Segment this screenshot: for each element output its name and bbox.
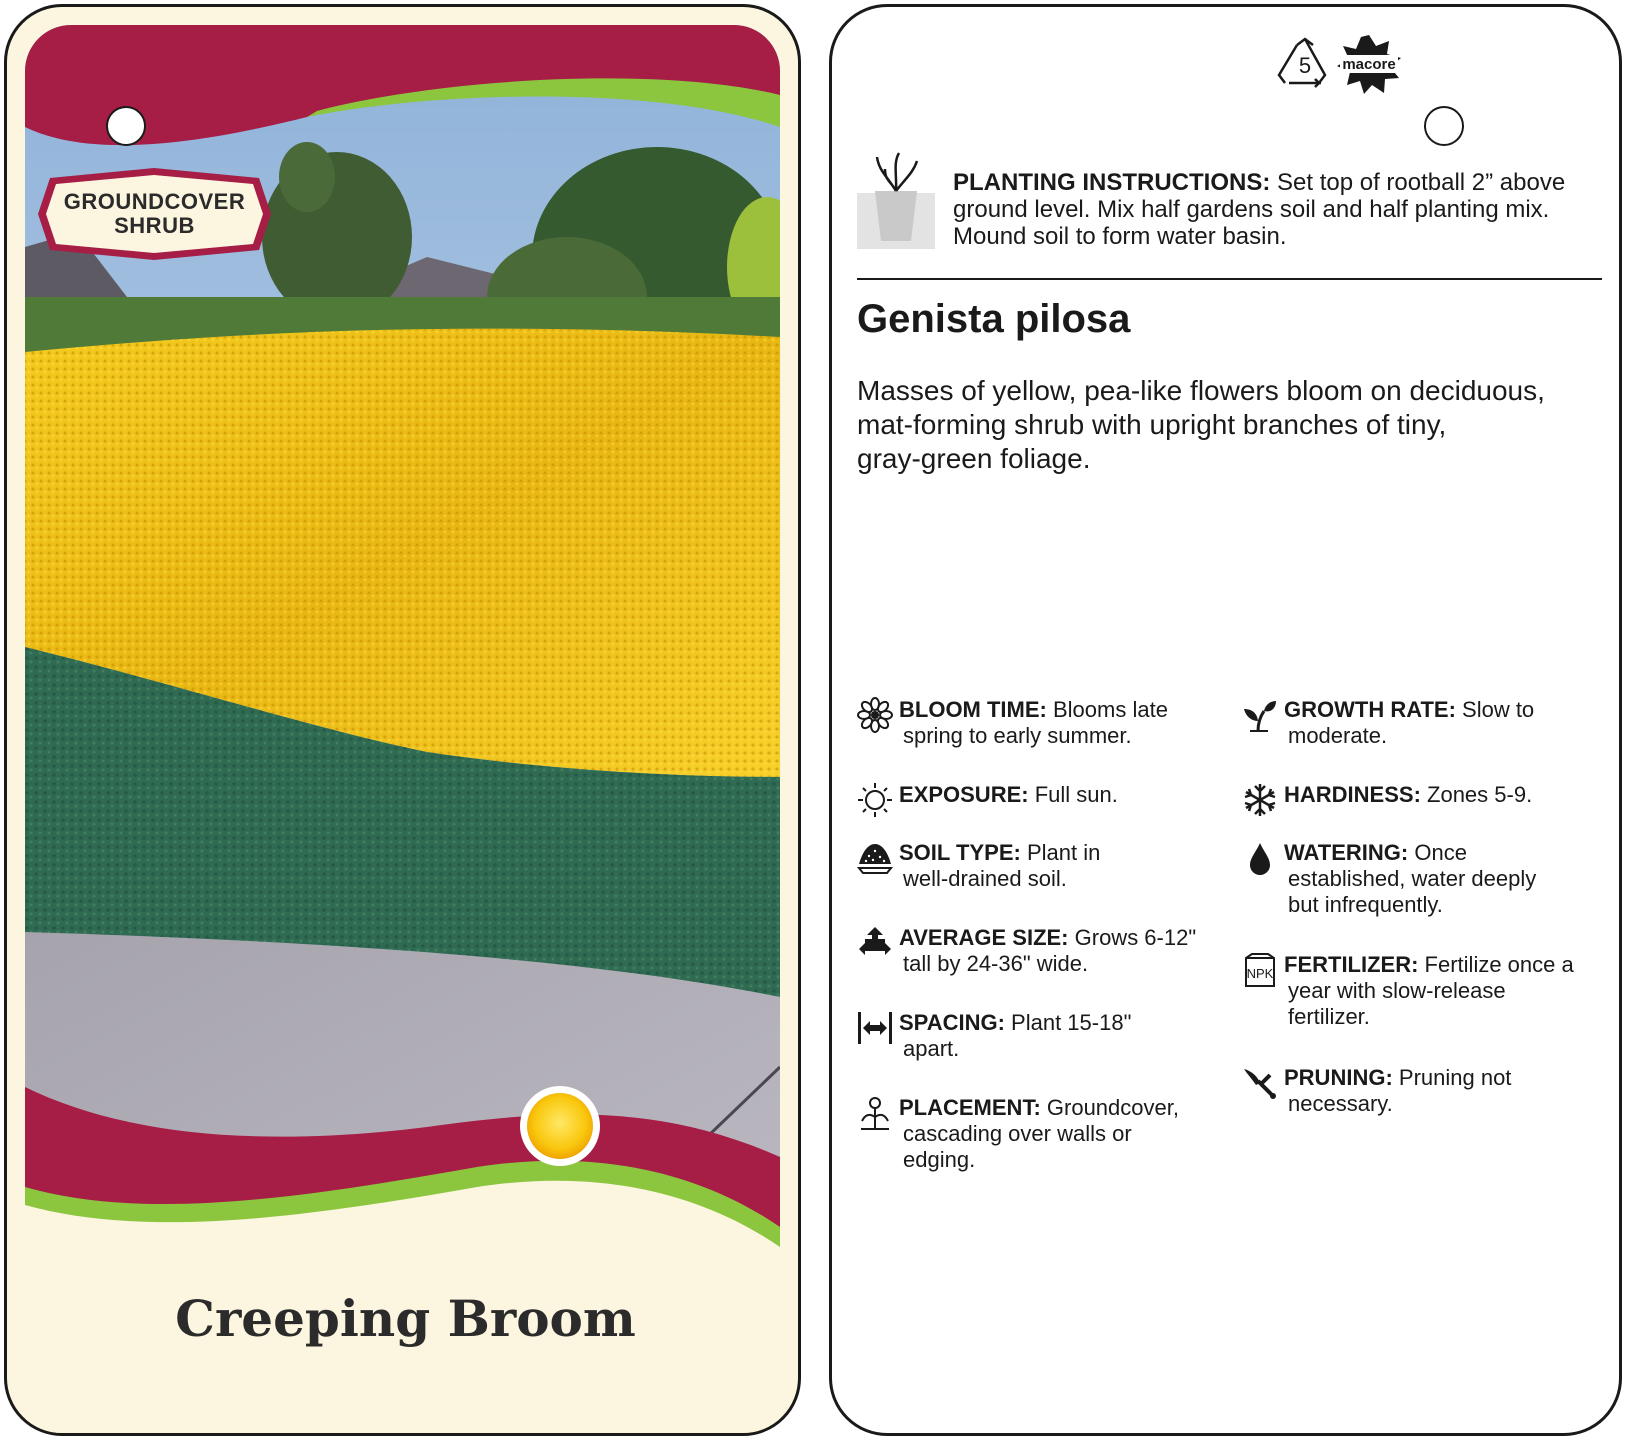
soil-type-l2: well-drained soil. [903, 866, 1067, 891]
watering-label: WATERING: [1284, 840, 1409, 865]
planting-instructions [953, 169, 1573, 250]
attr-pruning [1284, 1065, 1622, 1117]
fertilizer-label: FERTILIZER: [1284, 952, 1419, 977]
fertilizer-l3: fertilizer. [1288, 1004, 1370, 1029]
common-name: Creeping Broom [175, 1289, 636, 1348]
hang-hole [106, 106, 146, 146]
attr-soil-type [899, 840, 1239, 892]
attr-average-size [899, 925, 1239, 977]
fertilizer-icon-text: NPK [1246, 966, 1274, 981]
bloom-time-l1: Blooms late [1046, 697, 1168, 722]
watering-l1: Once [1408, 840, 1467, 865]
flower-icon [857, 697, 893, 733]
watering-l3: but infrequently. [1288, 892, 1443, 917]
planting-label: PLANTING INSTRUCTIONS: [953, 169, 1271, 196]
attr-hardiness [1284, 782, 1622, 808]
placement-label: PLACEMENT: [899, 1095, 1041, 1120]
attr-bloom-time [899, 697, 1239, 749]
average-size-l2: tall by 24-36" wide. [903, 951, 1089, 976]
back-tag [829, 4, 1622, 1436]
divider [857, 278, 1602, 280]
snowflake-icon [1242, 782, 1278, 818]
exposure-label: EXPOSURE: [899, 782, 1029, 807]
placement-l2: cascading over walls or [903, 1121, 1132, 1146]
placement-l1: Groundcover, [1040, 1095, 1179, 1120]
water-drop-icon [1242, 840, 1278, 876]
pruning-label: PRUNING: [1284, 1065, 1393, 1090]
soil-type-l1: Plant in [1020, 840, 1101, 865]
exposure-l1: Full sun. [1028, 782, 1118, 807]
hardiness-label: HARDINESS: [1284, 782, 1421, 807]
front-tag [4, 4, 801, 1436]
sprout-icon [1242, 697, 1278, 733]
soil-icon [857, 840, 893, 876]
description-line-2: mat-forming shrub with upright branches of tiny, [857, 409, 1447, 440]
planting-line-3: Mound soil to form water basin. [953, 223, 1287, 250]
attr-spacing [899, 1010, 1239, 1062]
hardiness-l1: Zones 5-9. [1420, 782, 1533, 807]
average-size-label: AVERAGE SIZE: [899, 925, 1069, 950]
pruners-icon [1242, 1065, 1278, 1101]
placement-icon [857, 1095, 893, 1131]
recycle-icon [1275, 37, 1335, 91]
pruning-l2: necessary. [1288, 1091, 1393, 1116]
watering-l2: established, water deeply [1288, 866, 1537, 891]
recycle-number: 5 [1298, 53, 1312, 78]
size-icon [857, 925, 893, 961]
soil-type-label: SOIL TYPE: [899, 840, 1021, 865]
average-size-l1: Grows 6-12" [1068, 925, 1197, 950]
spacing-label: SPACING: [899, 1010, 1005, 1035]
sun-icon [857, 782, 893, 818]
hang-hole [1424, 106, 1464, 146]
pruning-l1: Pruning not [1392, 1065, 1512, 1090]
scientific-name: Genista pilosa [857, 297, 1131, 341]
brand-name: macore [1342, 56, 1396, 73]
fertilizer-icon [1242, 952, 1278, 988]
bloom-time-label: BLOOM TIME: [899, 697, 1047, 722]
attr-placement [899, 1095, 1239, 1173]
plant-description [857, 374, 1587, 476]
potted-plant-icon [857, 151, 935, 249]
attr-growth-rate [1284, 697, 1622, 749]
category-line-1: GROUNDCOVER [63, 189, 246, 214]
spacing-l2: apart. [903, 1036, 960, 1061]
sun-icon [519, 1085, 601, 1167]
bloom-time-l2: spring to early summer. [903, 723, 1132, 748]
attr-fertilizer [1246, 952, 1622, 1030]
growth-rate-l2: moderate. [1288, 723, 1388, 748]
attr-exposure [899, 782, 1239, 808]
description-line-3: gray-green foliage. [857, 443, 1091, 474]
macore-logo [1334, 33, 1404, 95]
fertilizer-l2: year with slow-release [1288, 978, 1506, 1003]
spacing-l1: Plant 15-18" [1004, 1010, 1132, 1035]
spacing-icon [857, 1010, 893, 1046]
fertilizer-l1: Fertilize once a [1418, 952, 1574, 977]
description-line-1: Masses of yellow, pea-like flowers bloom on deciduous, [857, 375, 1545, 406]
planting-line-1: Set top of rootball 2” above [1270, 169, 1566, 196]
category-line-2: SHRUB [114, 213, 195, 238]
planting-line-2: ground level. Mix half gardens soil and half planting mix. [953, 196, 1550, 223]
placement-l3: edging. [903, 1147, 976, 1172]
growth-rate-label: GROWTH RATE: [1284, 697, 1456, 722]
attr-watering [1284, 840, 1622, 918]
growth-rate-l1: Slow to [1455, 697, 1535, 722]
